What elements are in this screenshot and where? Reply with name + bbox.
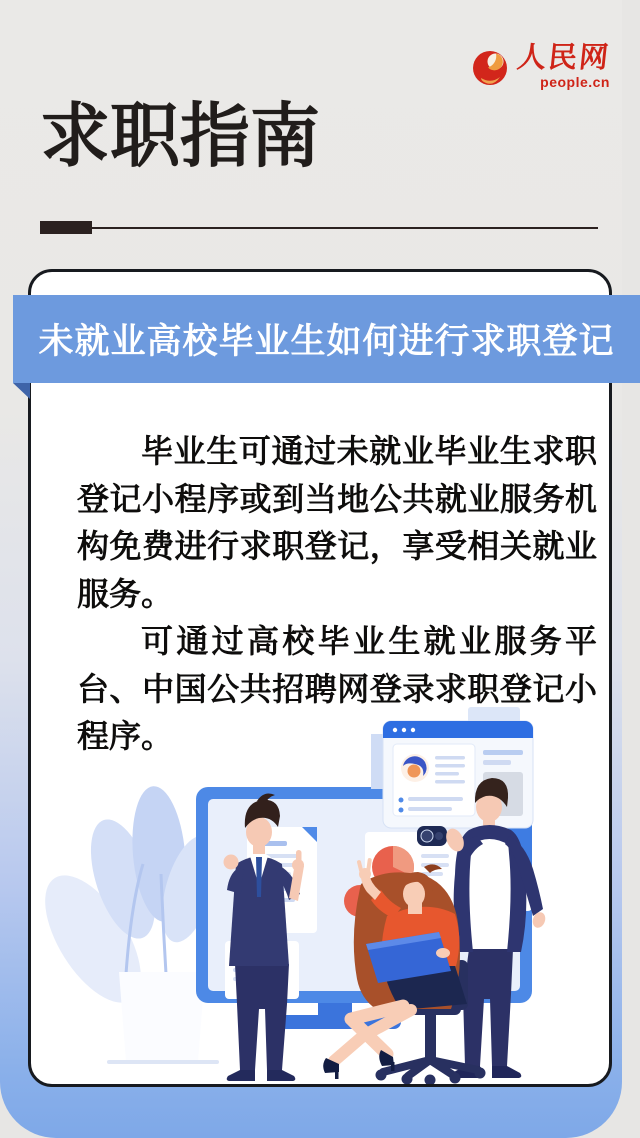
office-illustration — [31, 704, 609, 1084]
paragraph-1: 毕业生可通过未就业毕业生求职登记小程序或到当地公共就业服务机构免费进行求职登记，享受相关就业服务。 — [77, 433, 597, 612]
brand-domain: people.cn — [540, 74, 610, 90]
banner-title: 未就业高校毕业生如何进行求职登记 — [38, 322, 615, 361]
divider-line — [92, 227, 598, 229]
resume-avatar-icon — [401, 754, 429, 782]
brand-name: 人民网 — [515, 42, 612, 74]
camera-icon — [417, 826, 447, 846]
divider-block — [40, 221, 92, 234]
page-title: 求职指南 — [40, 97, 320, 175]
title-divider — [40, 221, 598, 234]
content-card — [28, 269, 615, 1087]
brand-logo — [471, 44, 610, 89]
people-globe-icon — [471, 47, 511, 87]
paragraph-2: 可通过高校毕业生就业服务平台、中国公共招聘网登录求职登记小程序。 — [77, 623, 597, 754]
banner-ribbon — [13, 295, 640, 383]
